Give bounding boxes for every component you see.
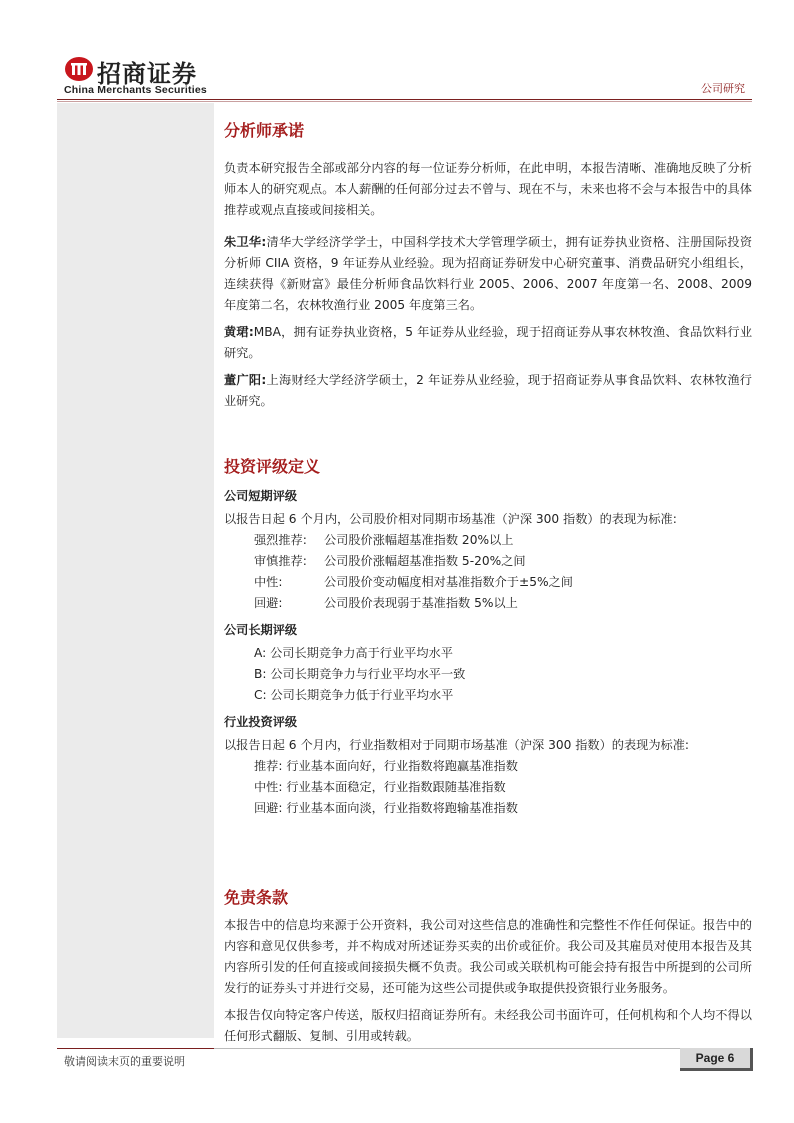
disclaimer-paragraph: 本报告仅向特定客户传送，版权归招商证券所有。未经我公司书面许可，任何机构和个人均不得以任何形式翻版、复制、引用或转载。: [224, 1008, 752, 1043]
long-term-heading: 公司长期评级: [224, 623, 298, 637]
rating-key: 强烈推荐:: [254, 533, 307, 547]
list-item: A: 公司长期竞争力高于行业平均水平: [254, 646, 453, 660]
list-item: 中性: 行业基本面稳定，行业指数跟随基准指数: [254, 780, 506, 794]
analyst-bio-text: MBA，拥有证券执业资格，5 年证券从业经验，现于招商证券从事农林牧渔、食品饮料行业研究。: [224, 325, 753, 360]
list-item: B: 公司长期竞争力与行业平均水平一致: [254, 667, 466, 681]
list-item: 回避: 行业基本面向淡，行业指数将跑输基准指数: [254, 801, 518, 815]
rating-title: 投资评级定义: [224, 457, 321, 476]
industry-list: [224, 756, 752, 819]
analyst-pledge-body: 负责本研究报告全部或部分内容的每一位证券分析师，在此申明，本报告清晰、准确地反映了分析师本人的研究观点。本人薪酬的任何部分过去不曾与、现在不与，未来也将不会与本报告中的具体推荐或观点直接或间接相关。: [224, 161, 752, 217]
header-divider: [57, 99, 752, 100]
analyst-bio: [224, 322, 752, 364]
analyst-bio-text: 上海财经大学经济学硕士，2 年证券从业经验，现于招商证券从事食品饮料、农林牧渔行业研究。: [224, 373, 752, 408]
rating-value: 公司股价涨幅超基准指数 20%以上: [324, 533, 514, 547]
analyst-bio-text: 清华大学经济学学士，中国科学技术大学管理学硕士，拥有证券执业资格、注册国际投资分析师 CIIA 资格，9 年证券从业经验。现为招商证券研发中心研究董事、消费品研究小组组长，连续获得《新财富》最佳分析师食品饮料行业 2005、2006、2007 年度第一名、2008、2009 年度第二名，农林牧渔行业 2005 年度第三名。: [224, 235, 753, 312]
rating-value: 公司股价表现弱于基准指数 5%以上: [324, 596, 518, 610]
list-item: [254, 593, 752, 614]
footer-divider-secondary: [214, 1048, 752, 1049]
short-term-list: [224, 530, 752, 614]
disclaimer-section: [224, 887, 752, 1047]
left-sidebar-band: [57, 103, 214, 1038]
rating-definition-section: [224, 456, 752, 819]
short-term-heading: 公司短期评级: [224, 489, 298, 503]
rating-value: 公司股价变动幅度相对基准指数介于±5%之间: [324, 575, 573, 589]
rating-value: 公司股价涨幅超基准指数 5-20%之间: [324, 554, 526, 568]
logo-chinese-name: 招商证券: [97, 59, 197, 88]
list-item: C: 公司长期竞争力低于行业平均水平: [254, 688, 454, 702]
footer-note: 敬请阅读末页的重要说明: [64, 1055, 185, 1068]
analyst-bio: [224, 232, 752, 316]
company-logo-icon: [64, 56, 94, 82]
analyst-pledge-section: [224, 120, 752, 412]
list-item: [254, 551, 752, 572]
disclaimer-paragraph: 本报告中的信息均来源于公开资料，我公司对这些信息的准确性和完整性不作任何保证。报告中的内容和意见仅供参考，并不构成对所述证券买卖的出价或征价。我公司及其雇员对使用本报告及其内容所引发的任何直接或间接损失概不负责。我公司或关联机构可能会持有报告中所提到的公司所发行的证券头寸并进行交易，还可能为这些公司提供或争取提供投资银行业务服务。: [224, 918, 752, 995]
analyst-name: 黄珺:: [224, 325, 254, 339]
short-term-intro: 以报告日起 6 个月内，公司股价相对同期市场基准（沪深 300 指数）的表现为标准:: [224, 512, 677, 526]
footer-divider: [57, 1048, 214, 1049]
rating-key: 审慎推荐:: [254, 554, 307, 568]
rating-key: 回避:: [254, 596, 283, 610]
analyst-bio: [224, 370, 752, 412]
analyst-name: 董广阳:: [224, 373, 267, 387]
analyst-pledge-title: 分析师承诺: [224, 121, 305, 140]
rating-key: 中性:: [254, 575, 283, 589]
logo-english-name: China Merchants Securities: [64, 84, 207, 96]
page-number: Page 6: [680, 1048, 753, 1071]
analyst-name: 朱卫华:: [224, 235, 267, 249]
list-item: [254, 530, 752, 551]
report-category: 公司研究: [701, 82, 745, 95]
list-item: [254, 572, 752, 593]
header-divider-secondary: [57, 101, 752, 102]
industry-heading: 行业投资评级: [224, 715, 298, 729]
industry-intro: 以报告日起 6 个月内，行业指数相对于同期市场基准（沪深 300 指数）的表现为标准:: [224, 738, 689, 752]
long-term-list: [224, 643, 752, 706]
list-item: 推荐: 行业基本面向好，行业指数将跑赢基准指数: [254, 759, 518, 773]
disclaimer-title: 免责条款: [224, 888, 289, 907]
main-content: [224, 110, 752, 1047]
